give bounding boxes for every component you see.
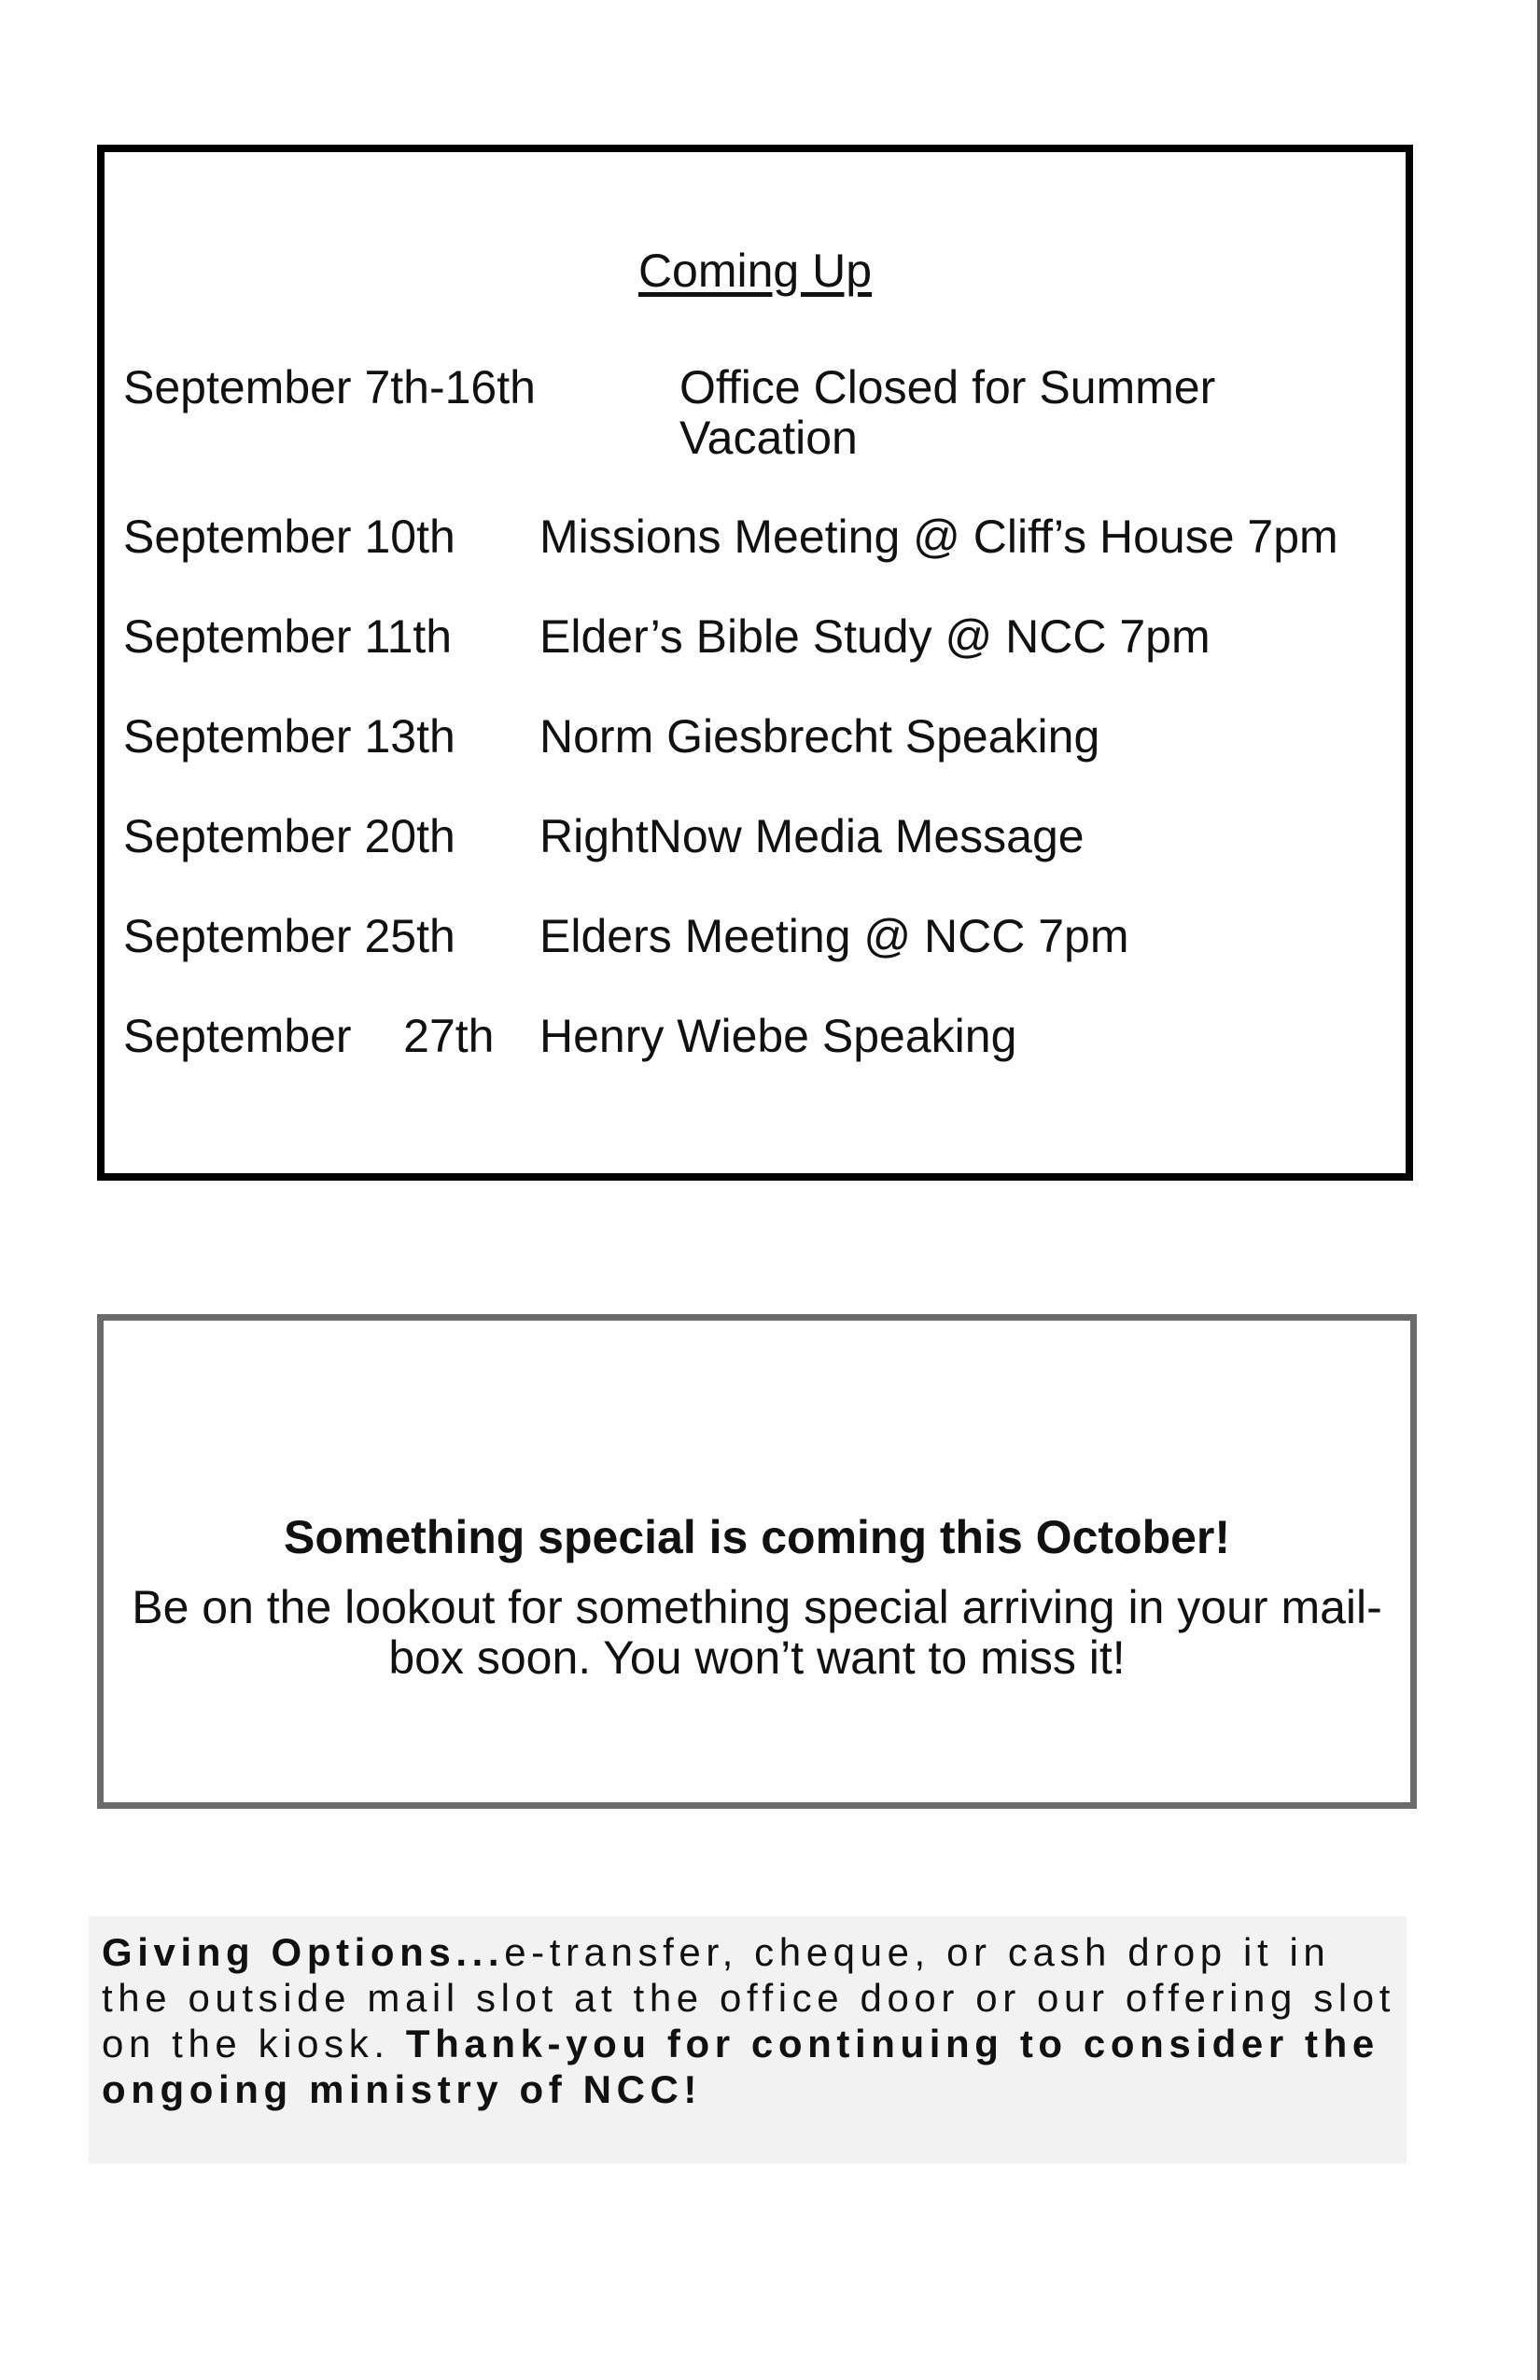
special-announcement-box	[97, 1314, 1417, 1809]
event-description: RightNow Media Message	[539, 810, 1085, 862]
event-date: September 25th	[123, 910, 455, 962]
special-heading: Something special is coming this October!	[283, 1511, 1231, 1563]
event-description: Henry Wiebe Speaking	[539, 1010, 1017, 1062]
giving-options-box	[89, 1916, 1407, 2163]
event-date: September 11th	[123, 610, 453, 663]
giving-thanks: Thank-you for continuing to consider the ongoing ministry of NCC!	[102, 2022, 1379, 2111]
giving-details: e-transfer, cheque, or cash drop it in the outside mail slot at the office door or our offering slot on the kiosk.	[102, 1930, 1395, 2065]
event-date: September 27th	[123, 1010, 495, 1062]
event-description: Office Closed for Summer Vacation	[679, 361, 1216, 464]
event-date: September 10th	[123, 511, 455, 563]
event-description: Elder’s Bible Study @ NCC 7pm	[539, 610, 1211, 663]
event-date: September 7th-16th	[123, 361, 536, 413]
event-description: Norm Giesbrecht Speaking	[539, 710, 1100, 763]
event-date: September 13th	[123, 710, 455, 763]
giving-options-text	[102, 1929, 1399, 2112]
event-date: September 20th	[123, 810, 455, 862]
coming-up-box	[97, 145, 1413, 1181]
coming-up-title: Coming Up	[637, 245, 873, 297]
giving-lead: Giving Options...	[102, 1930, 505, 1974]
event-description: Elders Meeting @ NCC 7pm	[539, 910, 1129, 962]
event-description: Missions Meeting @ Cliff’s House 7pm	[539, 511, 1338, 563]
special-body: Be on the lookout for something special arriving in your mail-box soon. You won’t want to miss it!	[132, 1581, 1382, 1684]
